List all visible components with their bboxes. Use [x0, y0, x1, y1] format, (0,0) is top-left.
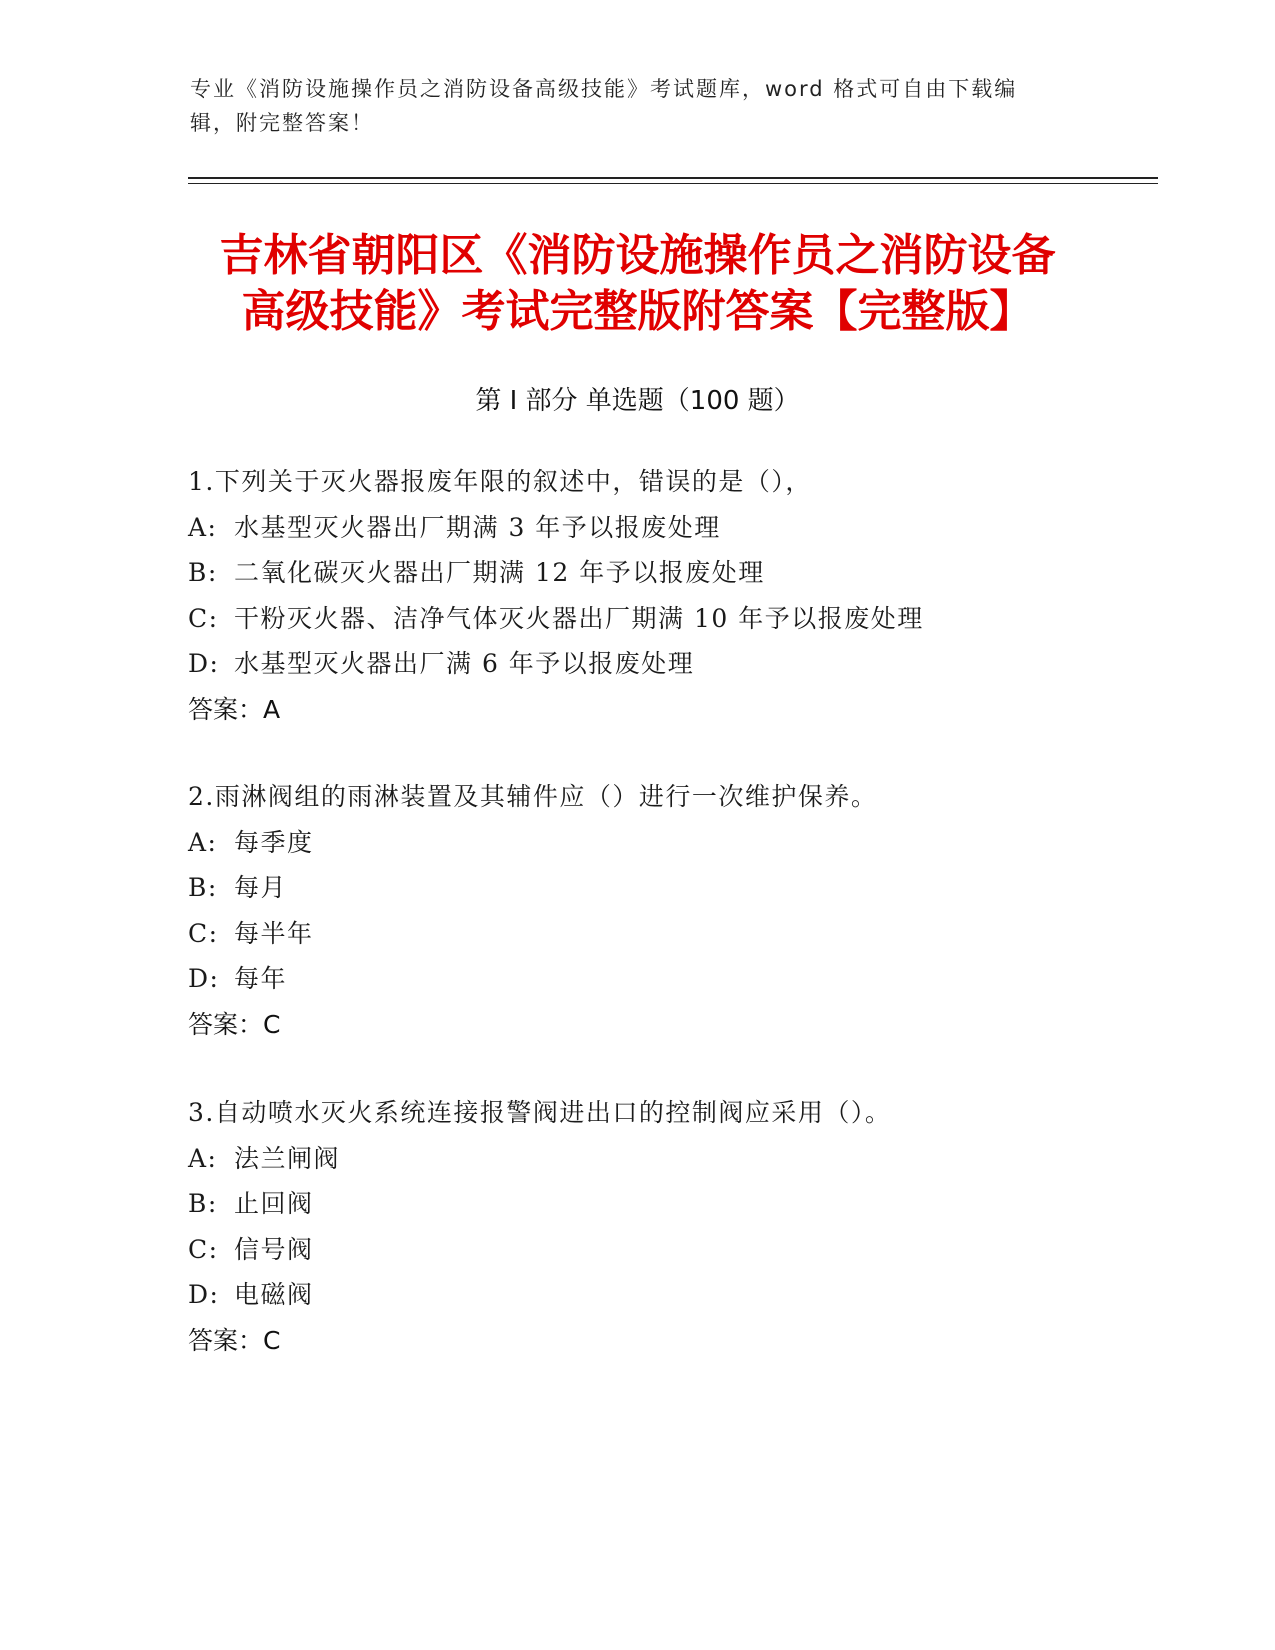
option-text: 水基型灭火器出厂期满 3 年予以报废处理 [234, 512, 721, 542]
option-d [188, 641, 1088, 687]
document-title [150, 228, 1125, 340]
option-a [188, 820, 1088, 866]
document-title-line-1: 吉林省朝阳区《消防设施操作员之消防设备 [219, 230, 1056, 281]
option-text: 法兰闸阀 [234, 1143, 341, 1173]
option-c [188, 1227, 1088, 1273]
option-b [188, 1181, 1088, 1227]
question-stem: 2.雨淋阀组的雨淋装置及其辅件应（）进行一次维护保养。 [188, 782, 878, 811]
option-d [188, 956, 1088, 1002]
header-note-line-1: 专业《消防设施操作员之消防设备高级技能》考试题库，word 格式可自由下载编 [190, 77, 1018, 101]
option-key: C: [188, 918, 219, 948]
question-stem: 3.自动喷水灭火系统连接报警阀进出口的控制阀应采用（）。 [188, 1098, 892, 1127]
option-a [188, 505, 1088, 551]
question-2 [188, 774, 1088, 1047]
option-key: A: [188, 827, 218, 857]
option-text: 每年 [234, 964, 288, 993]
header-divider-thick [188, 177, 1158, 179]
header-divider-thin [188, 183, 1158, 184]
answer-line: 答案：A [188, 694, 281, 724]
option-key: B: [188, 1189, 218, 1218]
option-key: D: [188, 649, 220, 678]
option-c [188, 911, 1088, 957]
option-key: D: [188, 1280, 220, 1309]
question-1 [188, 459, 1088, 732]
option-text: 每月 [234, 873, 288, 902]
answer-line: 答案：C [188, 1325, 281, 1355]
option-b [188, 550, 1088, 596]
option-c [188, 596, 1088, 642]
option-text: 止回阀 [234, 1189, 314, 1218]
option-key: B: [188, 873, 218, 902]
option-text: 干粉灭火器、洁净气体灭火器出厂期满 10 年予以报废处理 [234, 603, 924, 633]
option-key: A: [188, 1143, 218, 1173]
option-d [188, 1272, 1088, 1318]
section-heading: 第 I 部分 单选题（100 题） [475, 386, 800, 416]
header-note [190, 72, 1080, 140]
question-stem: 1.下列关于灭火器报废年限的叙述中，错误的是（）， [188, 467, 812, 496]
option-key: C: [188, 603, 219, 633]
option-key: A: [188, 512, 218, 542]
option-text: 信号阀 [234, 1234, 314, 1264]
option-key: C: [188, 1234, 219, 1264]
option-a [188, 1136, 1088, 1182]
option-text: 水基型灭火器出厂满 6 年予以报废处理 [234, 649, 695, 678]
option-text: 每半年 [234, 918, 314, 948]
header-note-line-2: 辑，附完整答案！ [190, 111, 374, 135]
option-key: D: [188, 964, 220, 993]
option-text: 每季度 [234, 827, 314, 857]
question-3 [188, 1090, 1088, 1363]
answer-line: 答案：C [188, 1009, 281, 1039]
document-title-line-2: 高级技能》考试完整版附答案【完整版】 [241, 286, 1034, 337]
option-text: 电磁阀 [234, 1280, 314, 1309]
option-key: B: [188, 558, 218, 587]
option-text: 二氧化碳灭火器出厂期满 12 年予以报废处理 [234, 558, 765, 587]
option-b [188, 865, 1088, 911]
